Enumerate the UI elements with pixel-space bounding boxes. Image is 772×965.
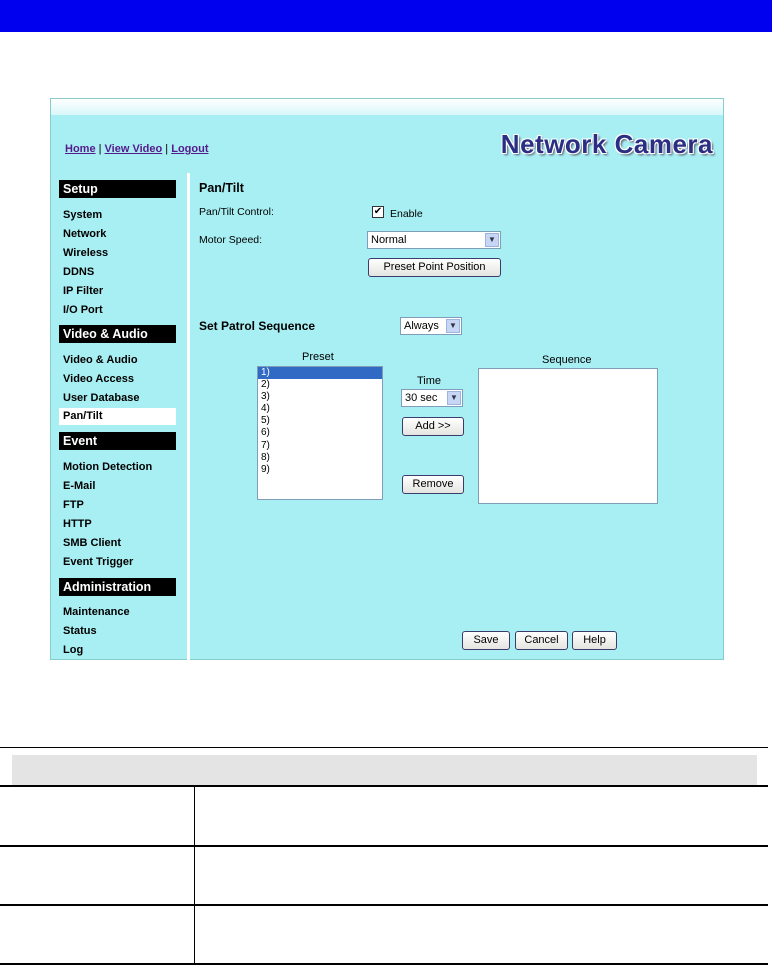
sidebar-item-ddns[interactable]: DDNS bbox=[63, 266, 95, 278]
save-button[interactable]: Save bbox=[462, 631, 510, 650]
list-item[interactable]: 1) bbox=[258, 367, 382, 379]
header-links bbox=[65, 143, 208, 155]
preset-point-position-button[interactable]: Preset Point Position bbox=[368, 258, 501, 277]
table-row-divider bbox=[0, 845, 768, 847]
motor-speed-select[interactable] bbox=[367, 231, 501, 249]
preset-heading: Preset bbox=[302, 351, 334, 363]
link-separator: | bbox=[98, 143, 102, 155]
sidebar-item-smb-client[interactable]: SMB Client bbox=[63, 537, 122, 549]
enable-checkbox[interactable] bbox=[372, 206, 384, 218]
sidebar-item-video-audio[interactable]: Video & Audio bbox=[63, 354, 138, 366]
title-bar bbox=[0, 0, 772, 32]
chevron-down-icon[interactable]: ▼ bbox=[446, 319, 460, 333]
pan-tilt-panel bbox=[191, 173, 724, 661]
sidebar-item-log[interactable]: Log bbox=[63, 644, 84, 656]
sidebar-item-io-port[interactable]: I/O Port bbox=[63, 304, 103, 316]
list-item[interactable]: 9) bbox=[261, 463, 270, 475]
time-select[interactable] bbox=[401, 389, 463, 407]
add-button[interactable]: Add >> bbox=[402, 417, 464, 436]
description-table bbox=[0, 747, 772, 965]
sidebar-item-email[interactable]: E-Mail bbox=[63, 480, 96, 492]
page-title: Pan/Tilt bbox=[199, 181, 244, 195]
motor-speed-value: Normal bbox=[371, 234, 407, 246]
home-link[interactable]: Home bbox=[65, 143, 96, 155]
table-header bbox=[12, 755, 757, 785]
sidebar bbox=[51, 173, 188, 661]
chevron-down-icon[interactable]: ▼ bbox=[447, 391, 461, 405]
sidebar-item-video-access[interactable]: Video Access bbox=[63, 373, 134, 385]
list-item[interactable]: 8) bbox=[261, 451, 270, 463]
patrol-mode-select[interactable] bbox=[400, 317, 462, 335]
list-item[interactable]: 2) bbox=[261, 379, 270, 391]
checkmark-icon: ✔ bbox=[373, 206, 383, 217]
sequence-list[interactable] bbox=[478, 368, 658, 504]
table-column-divider bbox=[194, 787, 195, 963]
sidebar-section-video-audio: Video & Audio bbox=[59, 325, 176, 343]
sidebar-item-status[interactable]: Status bbox=[63, 625, 97, 637]
sidebar-item-http[interactable]: HTTP bbox=[63, 518, 92, 530]
preset-list[interactable] bbox=[257, 366, 383, 500]
sidebar-item-user-database[interactable]: User Database bbox=[63, 392, 140, 404]
list-item[interactable]: 3) bbox=[261, 391, 270, 403]
table-top-border bbox=[0, 747, 768, 748]
help-button[interactable]: Help bbox=[572, 631, 617, 650]
patrol-mode-value: Always bbox=[404, 320, 439, 332]
sidebar-section-administration: Administration bbox=[59, 578, 176, 596]
table-row-divider bbox=[0, 785, 768, 787]
sidebar-item-maintenance[interactable]: Maintenance bbox=[63, 606, 130, 618]
remove-button[interactable]: Remove bbox=[402, 475, 464, 494]
sidebar-item-event-trigger[interactable]: Event Trigger bbox=[63, 556, 134, 568]
enable-label: Enable bbox=[390, 208, 423, 220]
sidebar-item-ftp[interactable]: FTP bbox=[63, 499, 84, 511]
time-label: Time bbox=[417, 375, 442, 387]
sidebar-item-pan-tilt[interactable]: Pan/Tilt bbox=[59, 408, 176, 425]
motor-speed-label: Motor Speed: bbox=[199, 234, 263, 246]
sidebar-item-network[interactable]: Network bbox=[63, 228, 107, 240]
patrol-sequence-label: Set Patrol Sequence bbox=[199, 319, 316, 333]
sidebar-item-motion-detection[interactable]: Motion Detection bbox=[63, 461, 153, 473]
table-row-divider bbox=[0, 904, 768, 906]
sidebar-item-ip-filter[interactable]: IP Filter bbox=[63, 285, 104, 297]
list-item[interactable]: 5) bbox=[261, 415, 270, 427]
sidebar-section-setup: Setup bbox=[59, 180, 176, 198]
sidebar-item-system[interactable]: System bbox=[63, 209, 103, 221]
view-video-link[interactable]: View Video bbox=[104, 143, 163, 155]
pan-tilt-control-label: Pan/Tilt Control: bbox=[199, 206, 274, 218]
cancel-button[interactable]: Cancel bbox=[515, 631, 568, 650]
brand-logo: Network Camera bbox=[500, 129, 713, 159]
logout-link[interactable]: Logout bbox=[171, 143, 209, 155]
header-strip bbox=[51, 99, 723, 115]
screenshot-frame bbox=[50, 98, 724, 660]
list-item[interactable]: 7) bbox=[261, 439, 270, 451]
link-separator: | bbox=[165, 143, 169, 155]
time-value: 30 sec bbox=[405, 392, 438, 404]
sidebar-section-event: Event bbox=[59, 432, 176, 450]
chevron-down-icon[interactable]: ▼ bbox=[485, 233, 499, 247]
sequence-heading: Sequence bbox=[542, 354, 592, 366]
list-item[interactable]: 6) bbox=[261, 427, 270, 439]
sidebar-item-wireless[interactable]: Wireless bbox=[63, 247, 109, 259]
list-item[interactable]: 4) bbox=[261, 403, 270, 415]
